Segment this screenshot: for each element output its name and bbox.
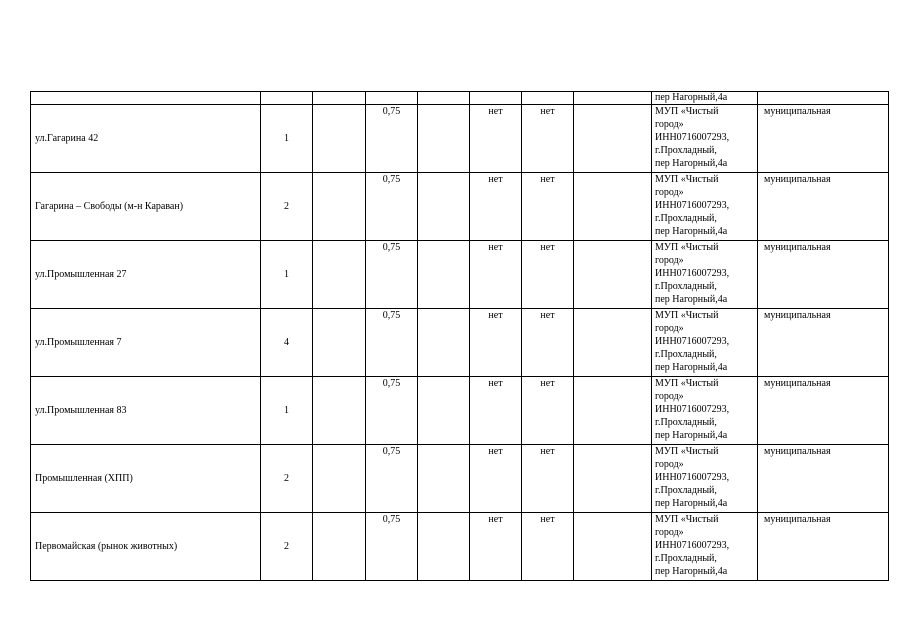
address-cell: ул.Промышленная 83: [31, 377, 261, 445]
ownership-cell: муниципальная: [758, 241, 889, 309]
owner-line: г.Прохладный,: [655, 281, 717, 292]
container-sites-table: [30, 91, 889, 581]
owner-line: г.Прохладный,: [655, 485, 717, 496]
address-cell: Гагарина – Свободы (м-н Караван): [31, 173, 261, 241]
owner-line: пер Нагорный,4а: [655, 566, 728, 577]
flag-cell: нет: [522, 513, 574, 581]
owner-line: МУП «Чистый: [655, 514, 719, 525]
address-cell: Первомайская (рынок животных): [31, 513, 261, 581]
address-cell: ул.Промышленная 7: [31, 309, 261, 377]
ownership-cell: муниципальная: [758, 513, 889, 581]
owner-line: МУП «Чистый: [655, 242, 719, 253]
owner-cell: [652, 173, 758, 241]
owner-line: МУП «Чистый: [655, 106, 719, 117]
table-row: [31, 173, 889, 241]
flag-cell: нет: [470, 309, 522, 377]
volume-cell: 0,75: [366, 105, 418, 173]
owner-cell: [652, 377, 758, 445]
empty-cell: [574, 377, 652, 445]
owner-cell: [652, 105, 758, 173]
empty-cell: [313, 445, 366, 513]
owner-line: ИНН0716007293,: [655, 268, 730, 279]
count-cell: 2: [261, 173, 313, 241]
owner-line: ИНН0716007293,: [655, 132, 730, 143]
owner-cell: [652, 513, 758, 581]
volume-cell: 0,75: [366, 173, 418, 241]
address-cell: ул.Промышленная 27: [31, 241, 261, 309]
flag-cell: нет: [470, 513, 522, 581]
empty-cell: [574, 241, 652, 309]
table-row: [31, 377, 889, 445]
empty-cell: [418, 513, 470, 581]
empty-cell: [418, 173, 470, 241]
empty-cell: [574, 105, 652, 173]
empty-cell: [418, 105, 470, 173]
owner-line: МУП «Чистый: [655, 174, 719, 185]
owner-line: г.Прохладный,: [655, 213, 717, 224]
ownership-cell: муниципальная: [758, 309, 889, 377]
empty-cell: [313, 241, 366, 309]
owner-line: г.Прохладный,: [655, 145, 717, 156]
empty-cell: [313, 173, 366, 241]
table-row: [31, 309, 889, 377]
count-cell: 2: [261, 445, 313, 513]
owner-cell: [652, 309, 758, 377]
empty-cell: [574, 173, 652, 241]
ownership-cell: муниципальная: [758, 445, 889, 513]
owner-line: город»: [655, 459, 684, 470]
empty-cell: [418, 445, 470, 513]
count-cell: 1: [261, 105, 313, 173]
owner-line: пер Нагорный,4а: [655, 362, 728, 373]
empty-cell: [574, 309, 652, 377]
empty-cell: [418, 377, 470, 445]
owner-line: пер Нагорный,4а: [655, 430, 728, 441]
flag-cell: нет: [522, 445, 574, 513]
volume-cell: 0,75: [366, 377, 418, 445]
owner-line: г.Прохладный,: [655, 417, 717, 428]
table-row: [31, 241, 889, 309]
owner-line: пер Нагорный,4а: [655, 498, 728, 509]
owner-line: МУП «Чистый: [655, 310, 719, 321]
flag-cell: нет: [470, 105, 522, 173]
owner-line: ИНН0716007293,: [655, 336, 730, 347]
owner-line: город»: [655, 119, 684, 130]
empty-cell: [574, 513, 652, 581]
owner-line: пер Нагорный,4а: [655, 226, 728, 237]
owner-line: МУП «Чистый: [655, 446, 719, 457]
ownership-cell: муниципальная: [758, 173, 889, 241]
count-cell: 1: [261, 241, 313, 309]
volume-cell: 0,75: [366, 241, 418, 309]
ownership-cell: муниципальная: [758, 105, 889, 173]
flag-cell: нет: [470, 377, 522, 445]
empty-cell: [313, 309, 366, 377]
flag-cell: нет: [522, 241, 574, 309]
flag-cell: нет: [522, 377, 574, 445]
address-cell: ул.Гагарина 42: [31, 105, 261, 173]
owner-line: ИНН0716007293,: [655, 404, 730, 415]
owner-line: МУП «Чистый: [655, 378, 719, 389]
volume-cell: 0,75: [366, 513, 418, 581]
flag-cell: нет: [522, 309, 574, 377]
ownership-cell: муниципальная: [758, 377, 889, 445]
owner-line: город»: [655, 391, 684, 402]
empty-cell: [574, 445, 652, 513]
owner-line: ИНН0716007293,: [655, 540, 730, 551]
empty-cell: [313, 105, 366, 173]
owner-line: г.Прохладный,: [655, 349, 717, 360]
continuation-row: [31, 92, 889, 105]
volume-cell: 0,75: [366, 445, 418, 513]
count-cell: 1: [261, 377, 313, 445]
volume-cell: 0,75: [366, 309, 418, 377]
owner-line: город»: [655, 187, 684, 198]
empty-cell: [418, 241, 470, 309]
empty-cell: [313, 377, 366, 445]
flag-cell: нет: [522, 173, 574, 241]
flag-cell: нет: [522, 105, 574, 173]
owner-cell: [652, 241, 758, 309]
empty-cell: [418, 309, 470, 377]
count-cell: 2: [261, 513, 313, 581]
flag-cell: нет: [470, 445, 522, 513]
owner-line: пер Нагорный,4а: [655, 92, 728, 103]
owner-cell: [652, 92, 758, 105]
owner-line: пер Нагорный,4а: [655, 158, 728, 169]
table-row: [31, 445, 889, 513]
owner-cell: [652, 445, 758, 513]
flag-cell: нет: [470, 173, 522, 241]
empty-cell: [313, 513, 366, 581]
address-cell: Промышленная (ХПП): [31, 445, 261, 513]
owner-line: город»: [655, 255, 684, 266]
owner-line: ИНН0716007293,: [655, 472, 730, 483]
count-cell: 4: [261, 309, 313, 377]
owner-line: город»: [655, 527, 684, 538]
owner-line: г.Прохладный,: [655, 553, 717, 564]
table-row: [31, 513, 889, 581]
table-row: [31, 105, 889, 173]
owner-line: ИНН0716007293,: [655, 200, 730, 211]
owner-line: пер Нагорный,4а: [655, 294, 728, 305]
owner-line: город»: [655, 323, 684, 334]
flag-cell: нет: [470, 241, 522, 309]
